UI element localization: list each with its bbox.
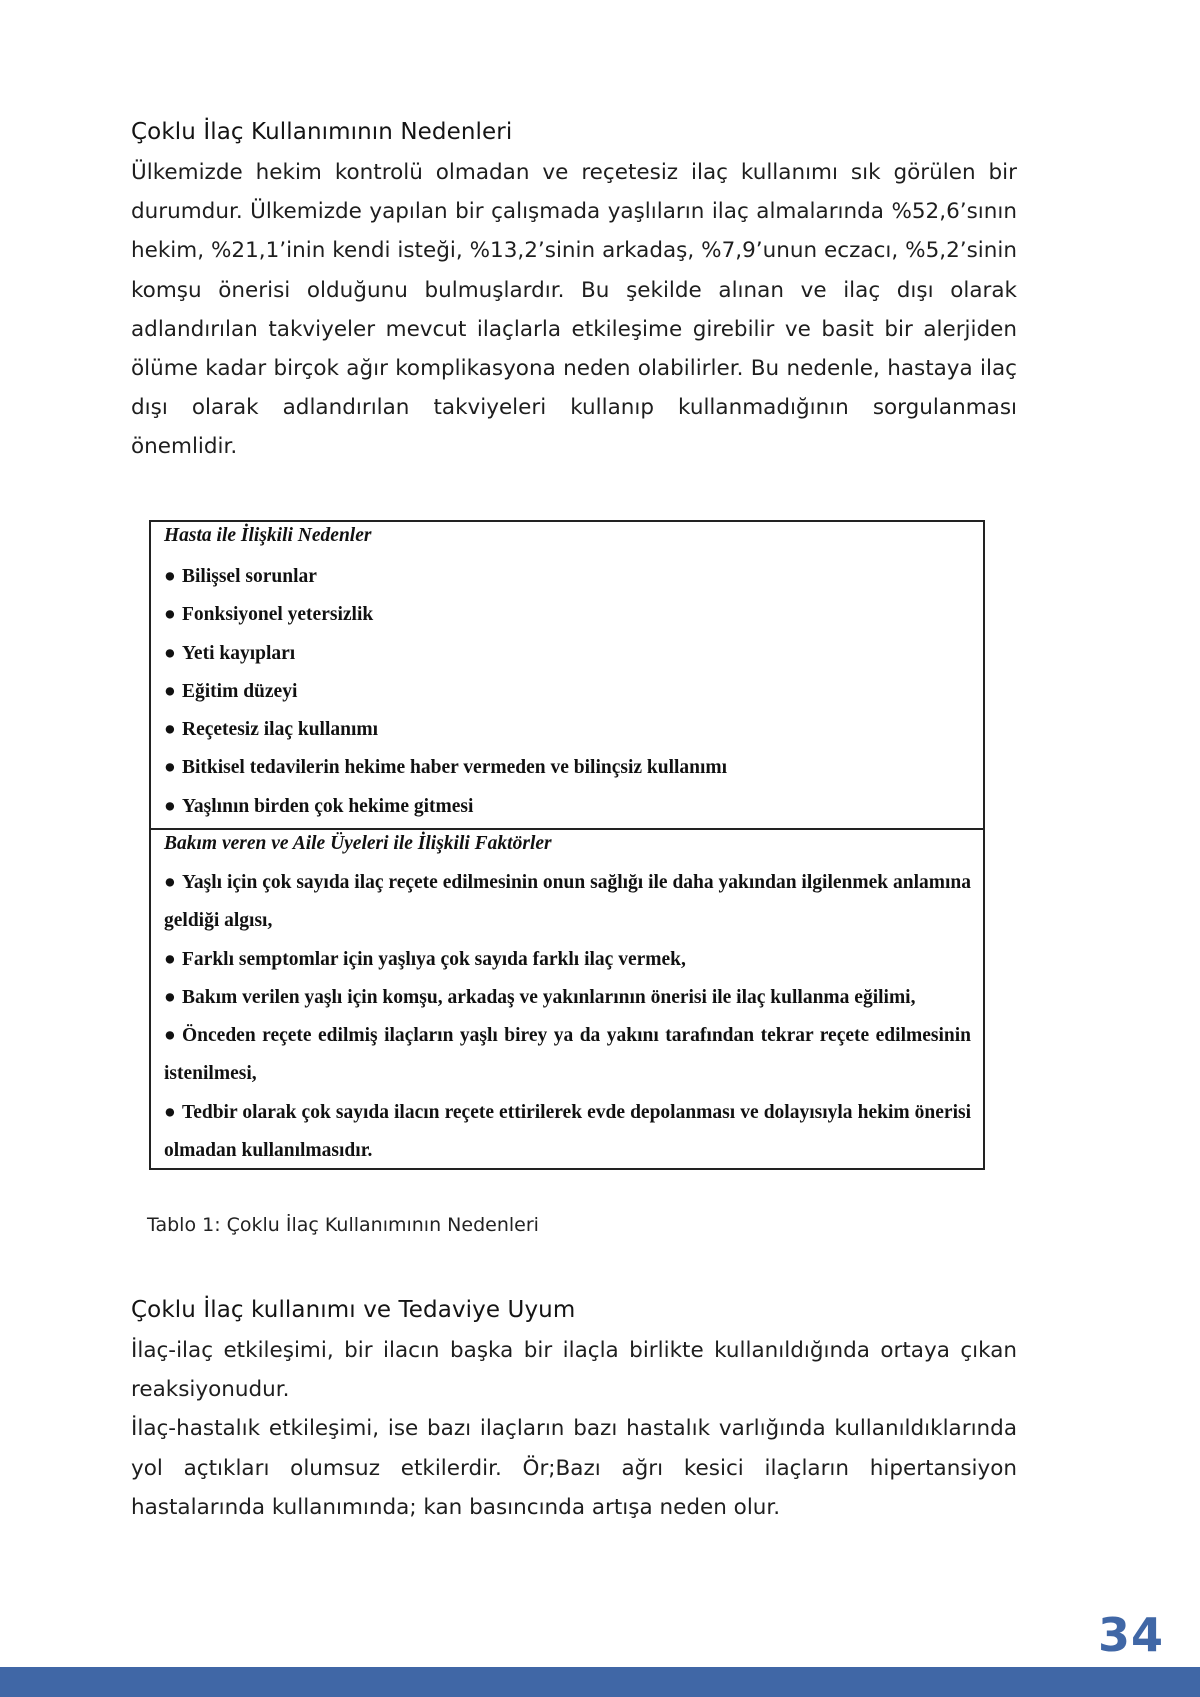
patient-causes-section — [151, 522, 983, 830]
table-caption: Tablo 1: Çoklu İlaç Kullanımının Nedenleri — [147, 1214, 539, 1236]
caregiver-factors-section — [151, 830, 983, 1170]
patient-cause-item-text: Bitkisel tedavilerin hekime haber vermeden ve bilinçsiz kullanımı — [182, 757, 728, 779]
patient-cause-item — [164, 749, 971, 787]
patient-cause-item — [164, 635, 971, 673]
bullet-icon: ● — [164, 757, 176, 779]
patient-cause-item-text: Yeti kayıpları — [182, 642, 296, 664]
caregiver-factor-item-text: Farklı semptomlar için yaşlıya çok sayıda farklı ilaç vermek, — [182, 948, 686, 970]
caregiver-factor-item — [164, 1094, 971, 1171]
patient-cause-item-text: Fonksiyonel yetersizlik — [182, 604, 374, 626]
patient-cause-item — [164, 673, 971, 711]
section-heading-adherence: Çoklu İlaç kullanımı ve Tedaviye Uyum — [131, 1297, 576, 1323]
patient-causes-heading: Hasta ile İlişkili Nedenler — [164, 525, 372, 546]
patient-causes-list — [164, 558, 971, 826]
patient-cause-item — [164, 596, 971, 634]
caregiver-factor-item — [164, 979, 971, 1017]
bullet-icon: ● — [164, 566, 176, 587]
patient-cause-item-text: Eğitim düzeyi — [182, 680, 298, 702]
causes-paragraph — [131, 153, 1017, 467]
caregiver-factor-item — [164, 941, 971, 979]
section-heading-causes: Çoklu İlaç Kullanımının Nedenleri — [131, 119, 513, 145]
bullet-icon: ● — [164, 719, 176, 741]
drug-drug-interaction-text: İlaç-ilaç etkileşimi, bir ilacın başka bir ilaçla birlikte kullanıldığında ortaya çıkan reaksiyonudur. — [131, 1338, 1017, 1403]
bullet-icon: ● — [164, 948, 176, 970]
bullet-icon: ● — [164, 680, 176, 702]
patient-cause-item — [164, 788, 971, 826]
patient-cause-item — [164, 558, 971, 596]
caregiver-factor-item — [164, 1017, 971, 1094]
bullet-icon: ● — [164, 642, 176, 664]
bullet-icon: ● — [164, 604, 176, 626]
adherence-paragraphs — [131, 1331, 1017, 1527]
drug-disease-interaction-text: İlaç-hastalık etkileşimi, ise bazı ilaçların bazı hastalık varlığında kullanıldıklarında yol açtıkları olumsuz etkilerdir. Ör;Bazı ağrı kesici ilaçların hipertansiyon hastalarında kullanımında; kan basıncında artışa neden olur. — [131, 1416, 1017, 1520]
bullet-icon: ● — [164, 986, 176, 1008]
caregiver-factors-list — [164, 864, 971, 1170]
page-number: 34 — [1097, 1608, 1164, 1662]
causes-paragraph-text: Ülkemizde hekim kontrolü olmadan ve reçetesiz ilaç kullanımı sık görülen bir durumdur. Ülkemizde yapılan bir çalışmada yaşlıların ilaç almalarında %52,6’sının hekim, %21,1’inin kendi isteği, %13,2’sinin arkadaş, %7,9’unun eczacı, %5,2’sinin komşu önerisi olduğunu bulmuşlardır. Bu şekilde alınan ve ilaç dışı olarak adlandırılan takviyeler mevcut ilaçlarla etkileşime girebilir ve basit bir alerjiden ölüme kadar birçok ağır komplikasyona neden olabilirler. Bu nedenle, hastaya ilaç dışı olarak adlandırılan takviyeleri kullanıp kullanmadığının sorgulanması önemlidir. — [131, 160, 1017, 460]
causes-table — [149, 520, 985, 1170]
caregiver-factor-item — [164, 864, 971, 941]
caregiver-factor-item-text: Önceden reçete edilmiş ilaçların yaşlı birey ya da yakını tarafından tekrar reçete edilmesinin istenilmesi, — [164, 1025, 971, 1085]
bullet-icon: ● — [164, 1025, 176, 1047]
bullet-icon: ● — [164, 872, 176, 893]
patient-cause-item — [164, 711, 971, 749]
patient-cause-item-text: Bilişsel sorunlar — [182, 566, 317, 587]
caregiver-factors-heading: Bakım veren ve Aile Üyeleri ile İlişkili Faktörler — [164, 833, 552, 854]
caregiver-factor-item-text: Yaşlı için çok sayıda ilaç reçete edilmesinin onun sağlığı ile daha yakından ilgilenmek anlamına geldiği algısı, — [164, 872, 971, 932]
footer-bar — [0, 1667, 1200, 1697]
caregiver-factor-item-text: Tedbir olarak çok sayıda ilacın reçete ettirilerek evde depolanması ve dolayısıyla hekim önerisi olmadan kullanılmasıdır. — [164, 1101, 971, 1162]
bullet-icon: ● — [164, 1101, 176, 1123]
bullet-icon: ● — [164, 795, 176, 817]
patient-cause-item-text: Yaşlının birden çok hekime gitmesi — [182, 795, 474, 817]
patient-cause-item-text: Reçetesiz ilaç kullanımı — [182, 719, 379, 741]
caregiver-factor-item-text: Bakım verilen yaşlı için komşu, arkadaş ve yakınlarının önerisi ile ilaç kullanma eğilimi, — [182, 986, 916, 1008]
